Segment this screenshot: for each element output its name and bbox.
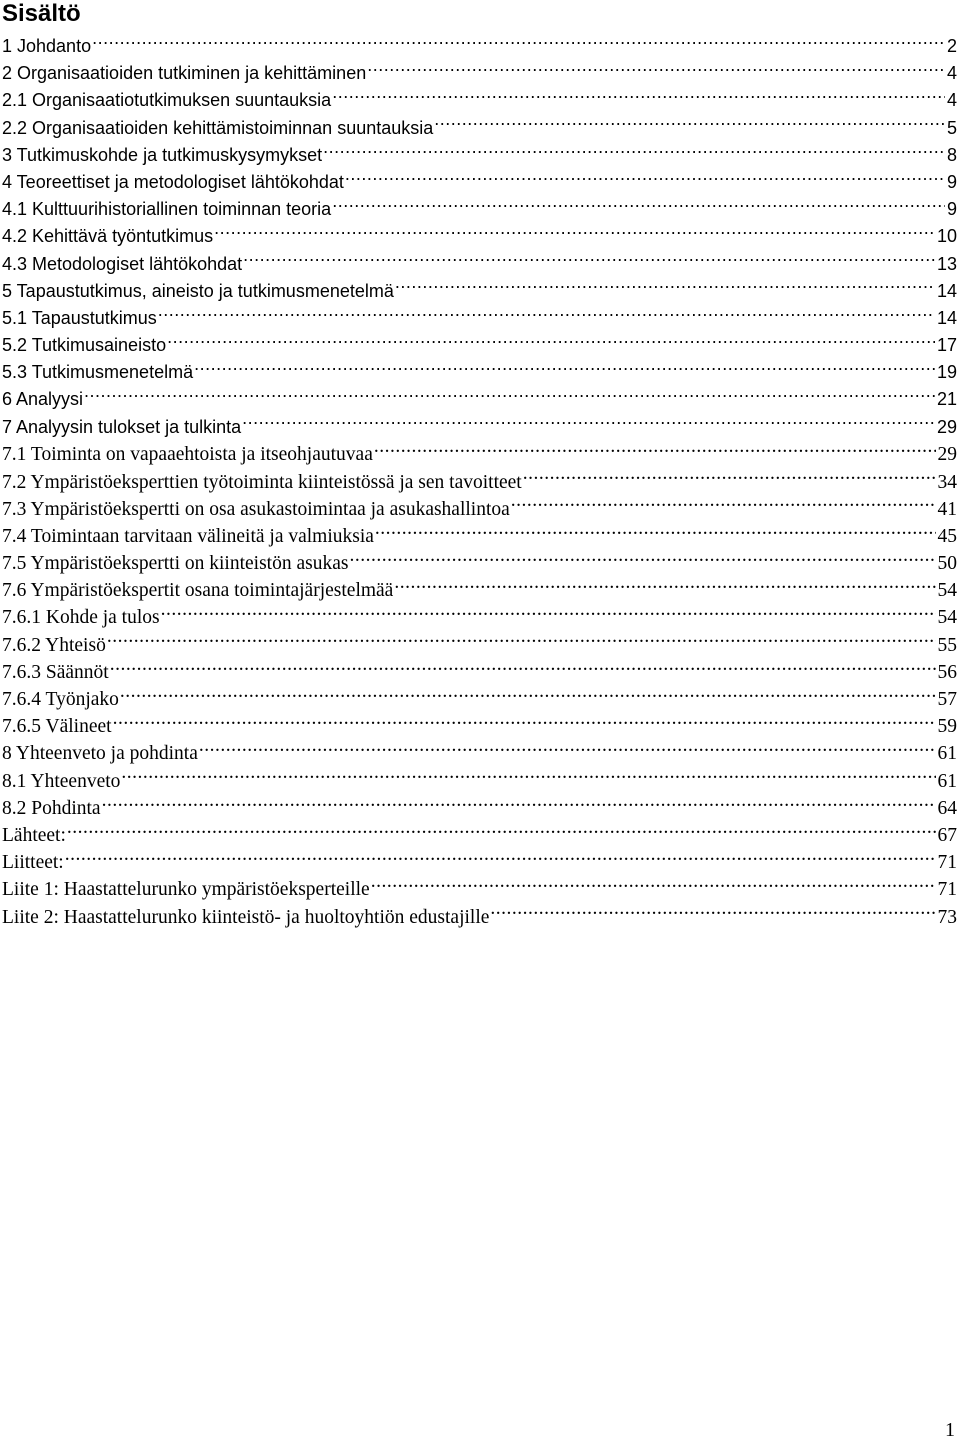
toc-entry-label: 7.6.1 Kohde ja tulos bbox=[2, 607, 160, 629]
toc-entry-label: 5 Tapaustutkimus, aineisto ja tutkimusmenetelmä bbox=[2, 280, 394, 301]
dot-leader bbox=[374, 441, 936, 461]
toc-entry[interactable] bbox=[2, 686, 957, 713]
toc-entry-page: 34 bbox=[937, 471, 957, 493]
toc-entry-label: 4.1 Kulttuurihistoriallinen toiminnan teoria bbox=[2, 199, 332, 220]
toc-entry-label: Lähteet: bbox=[2, 824, 66, 846]
toc-entry-label: Liitteet: bbox=[2, 852, 64, 874]
toc-entry-page: 61 bbox=[937, 743, 957, 765]
toc-entry-label: 7.6.2 Yhteisö bbox=[2, 634, 106, 656]
toc-entry[interactable] bbox=[2, 495, 957, 522]
dot-leader bbox=[523, 468, 936, 488]
dot-leader bbox=[332, 88, 945, 106]
toc-entry-label: 3 Tutkimuskohde ja tutkimuskysymykset bbox=[2, 144, 323, 165]
dot-leader bbox=[511, 495, 936, 515]
dot-leader bbox=[349, 550, 935, 570]
toc-entry-label: 8 Yhteenveto ja pohdinta bbox=[2, 743, 198, 765]
dot-leader bbox=[167, 333, 935, 351]
toc-entry-page: 13 bbox=[936, 253, 957, 274]
toc-entry[interactable] bbox=[2, 821, 957, 848]
toc-entry[interactable] bbox=[2, 441, 957, 468]
dot-leader bbox=[395, 279, 935, 297]
toc-entry-label: 7.2 Ympäristöeksperttien työtoiminta kiinteistössä ja sen tavoitteet bbox=[2, 471, 522, 493]
toc-entry[interactable] bbox=[2, 767, 957, 794]
dot-leader bbox=[394, 577, 935, 597]
toc-entry-label: 2 Organisaatioiden tutkiminen ja kehittäminen bbox=[2, 63, 367, 84]
toc-entry-page: 73 bbox=[937, 906, 957, 928]
toc-entry[interactable] bbox=[2, 468, 957, 495]
toc-entry-label: 8.1 Yhteenveto bbox=[2, 770, 121, 792]
dot-leader bbox=[120, 686, 936, 706]
dot-leader bbox=[434, 116, 945, 134]
dot-leader bbox=[65, 849, 936, 869]
toc-entry-page: 14 bbox=[936, 280, 957, 301]
toc-entry[interactable] bbox=[2, 115, 957, 142]
page-number: 1 bbox=[945, 1419, 955, 1441]
toc-entry-page: 17 bbox=[936, 335, 957, 356]
toc-entry[interactable] bbox=[2, 577, 957, 604]
toc-entry-page: 45 bbox=[937, 525, 957, 547]
toc-entry-label: 5.2 Tutkimusaineisto bbox=[2, 335, 167, 356]
toc-entry-page: 8 bbox=[946, 144, 957, 165]
toc-entry[interactable] bbox=[2, 33, 957, 60]
toc-entry[interactable] bbox=[2, 278, 957, 305]
dot-leader bbox=[367, 61, 945, 79]
dot-leader bbox=[194, 360, 935, 378]
toc-entry-page: 71 bbox=[937, 852, 957, 874]
toc-entry-label: 4 Teoreettiset ja metodologiset lähtökohdat bbox=[2, 171, 344, 192]
toc-entry-label: 2.1 Organisaatiotutkimuksen suuntauksia bbox=[2, 90, 332, 111]
dot-leader bbox=[92, 34, 945, 52]
toc-entry[interactable] bbox=[2, 604, 957, 631]
toc-entry[interactable] bbox=[2, 522, 957, 549]
dot-leader bbox=[199, 740, 936, 760]
toc-entry[interactable] bbox=[2, 414, 957, 441]
toc-entry-page: 19 bbox=[936, 362, 957, 383]
toc-entry[interactable] bbox=[2, 251, 957, 278]
toc-entry-page: 41 bbox=[937, 498, 957, 520]
toc-entry[interactable] bbox=[2, 305, 957, 332]
dot-leader bbox=[110, 658, 936, 678]
dot-leader bbox=[161, 604, 936, 624]
toc-entry-label: 6 Analyysi bbox=[2, 389, 84, 410]
dot-leader bbox=[323, 143, 945, 161]
dot-leader bbox=[121, 767, 935, 787]
dot-leader bbox=[345, 170, 945, 188]
dot-leader bbox=[375, 522, 936, 542]
toc-entry-page: 29 bbox=[937, 444, 957, 466]
toc-entry-label: 7.6.5 Välineet bbox=[2, 716, 112, 738]
toc-entry-label: 7.3 Ympäristöekspertti on osa asukastoimintaa ja asukashallintoa bbox=[2, 498, 510, 520]
dot-leader bbox=[371, 876, 936, 896]
page-title: Sisältö bbox=[2, 0, 81, 27]
toc-entry-page: 59 bbox=[937, 716, 957, 738]
table-of-contents bbox=[2, 33, 957, 930]
toc-entry[interactable] bbox=[2, 60, 957, 87]
toc-entry-page: 71 bbox=[937, 879, 957, 901]
toc-entry[interactable] bbox=[2, 142, 957, 169]
dot-leader bbox=[102, 794, 936, 814]
dot-leader bbox=[243, 252, 935, 270]
toc-entry-page: 56 bbox=[937, 661, 957, 683]
toc-entry-page: 55 bbox=[937, 634, 957, 656]
toc-entry-label: 8.2 Pohdinta bbox=[2, 797, 101, 819]
toc-entry-label: 7.6.3 Säännöt bbox=[2, 661, 109, 683]
dot-leader bbox=[242, 415, 935, 433]
toc-entry[interactable] bbox=[2, 849, 957, 876]
toc-entry-label: 4.2 Kehittävä työntutkimus bbox=[2, 226, 214, 247]
dot-leader bbox=[67, 821, 936, 841]
toc-entry-label: 2.2 Organisaatioiden kehittämistoiminnan suuntauksia bbox=[2, 117, 434, 138]
toc-entry-page: 29 bbox=[936, 416, 957, 437]
dot-leader bbox=[214, 224, 935, 242]
toc-entry-label: 4.3 Metodologiset lähtökohdat bbox=[2, 253, 243, 274]
toc-entry-label: 7.6.4 Työnjako bbox=[2, 689, 119, 710]
toc-entry-page: 9 bbox=[946, 199, 957, 220]
dot-leader bbox=[107, 631, 936, 651]
toc-entry-page: 64 bbox=[937, 797, 957, 819]
toc-entry[interactable] bbox=[2, 223, 957, 250]
toc-entry[interactable] bbox=[2, 196, 957, 223]
toc-entry-label: 1 Johdanto bbox=[2, 36, 92, 56]
toc-entry[interactable] bbox=[2, 386, 957, 413]
toc-entry-page: 54 bbox=[937, 580, 957, 602]
toc-entry-page: 4 bbox=[946, 63, 957, 84]
toc-entry-page: 5 bbox=[946, 117, 957, 138]
toc-entry-page: 10 bbox=[936, 226, 957, 247]
toc-entry-page: 21 bbox=[936, 389, 957, 410]
dot-leader bbox=[158, 306, 935, 324]
toc-entry[interactable] bbox=[2, 631, 957, 658]
toc-entry-label: 7.5 Ympäristöekspertti on kiinteistön asukas bbox=[2, 553, 349, 575]
toc-entry-label: 7.4 Toimintaan tarvitaan välineitä ja valmiuksia bbox=[2, 525, 374, 547]
dot-leader bbox=[332, 197, 945, 215]
toc-entry-page: 14 bbox=[936, 307, 957, 328]
toc-entry[interactable] bbox=[2, 903, 957, 930]
toc-entry-label: 5.3 Tutkimusmenetelmä bbox=[2, 362, 194, 383]
toc-entry-label: 7 Analyysin tulokset ja tulkinta bbox=[2, 416, 242, 437]
toc-entry-label: 7.6 Ympäristöekspertit osana toimintajärjestelmää bbox=[2, 580, 394, 602]
toc-entry-page: 4 bbox=[946, 90, 957, 111]
toc-entry[interactable] bbox=[2, 740, 957, 767]
toc-entry-page: 50 bbox=[937, 553, 957, 575]
toc-entry[interactable] bbox=[2, 794, 957, 821]
toc-entry-label: Liite 2: Haastattelurunko kiinteistö- ja huoltoyhtiön edustajille bbox=[2, 906, 490, 928]
toc-entry-page: 54 bbox=[937, 607, 957, 629]
dot-leader bbox=[490, 903, 935, 923]
dot-leader bbox=[113, 713, 936, 733]
toc-entry-page: 2 bbox=[946, 36, 957, 56]
toc-entry[interactable] bbox=[2, 87, 957, 114]
toc-entry-label: Liite 1: Haastattelurunko ympäristöeksperteille bbox=[2, 879, 370, 901]
toc-entry[interactable] bbox=[2, 359, 957, 386]
toc-entry[interactable] bbox=[2, 658, 957, 685]
toc-entry[interactable] bbox=[2, 550, 957, 577]
toc-entry-page: 61 bbox=[937, 770, 957, 792]
toc-entry-page: 9 bbox=[946, 171, 957, 192]
toc-entry[interactable] bbox=[2, 713, 957, 740]
toc-entry[interactable] bbox=[2, 876, 957, 903]
toc-entry-page: 67 bbox=[937, 824, 957, 846]
toc-entry[interactable] bbox=[2, 332, 957, 359]
toc-entry-label: 7.1 Toiminta on vapaaehtoista ja itseohjautuvaa bbox=[2, 444, 373, 466]
toc-entry[interactable] bbox=[2, 169, 957, 196]
toc-entry-label: 5.1 Tapaustutkimus bbox=[2, 307, 157, 328]
dot-leader bbox=[84, 387, 935, 405]
toc-entry-page: 57 bbox=[937, 689, 957, 710]
